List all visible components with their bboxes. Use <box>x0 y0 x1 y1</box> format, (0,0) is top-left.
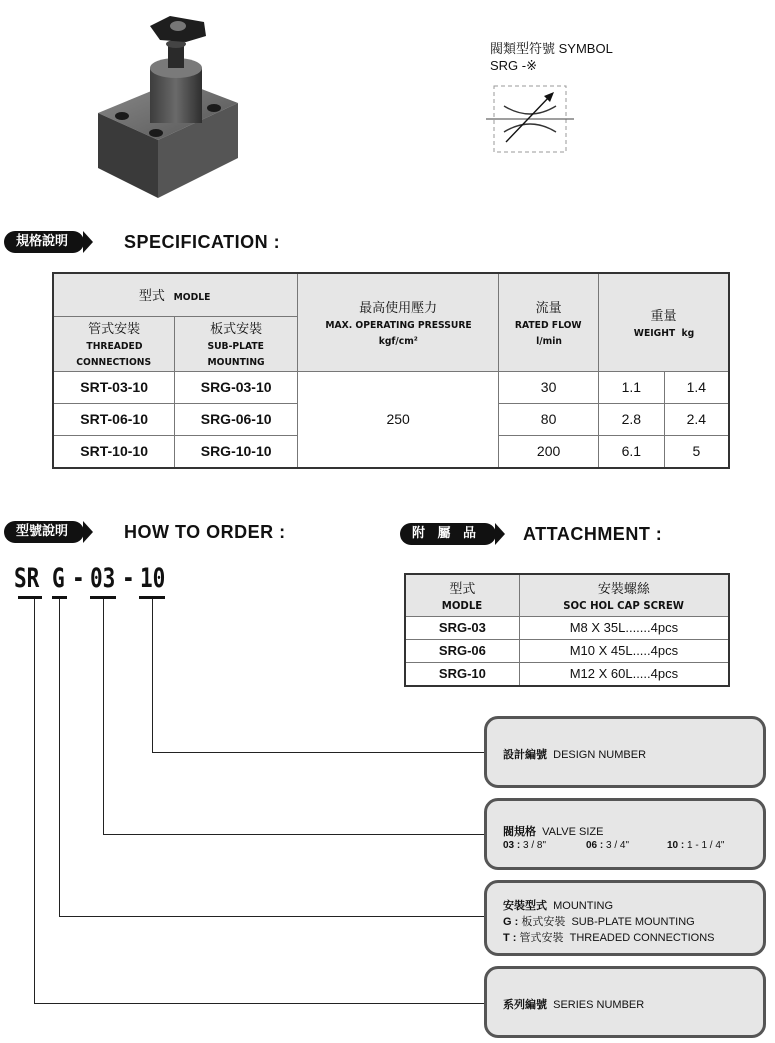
code-dash-2: - <box>122 563 135 594</box>
table-row <box>405 639 729 662</box>
att-screw: M10 X 45L.....4pcs <box>519 639 729 662</box>
att-model-header: 型式 MODLE <box>405 574 519 616</box>
design-number-box <box>484 716 766 788</box>
mount-g-key: G : <box>503 916 519 928</box>
cell-weight-1: 1.1 <box>598 371 664 403</box>
mount-g-cn: 板式安裝 <box>521 915 566 928</box>
size-10-key: 10 : <box>667 840 685 851</box>
cell-weight-1: 2.8 <box>598 403 664 435</box>
order-title: HOW TO ORDER : <box>124 522 286 542</box>
attachment-table <box>404 573 730 687</box>
leader-line <box>59 599 60 917</box>
cell-flow: 200 <box>499 435 599 468</box>
symbol-code: SRG -※ <box>490 58 538 73</box>
size-10-value: 1 - 1 / 4" <box>687 840 725 851</box>
table-row <box>53 371 729 403</box>
mount-t-en: THREADED CONNECTIONS <box>569 932 715 944</box>
att-screw: M12 X 60L.....4pcs <box>519 662 729 686</box>
spec-title: SPECIFICATION : <box>124 232 281 252</box>
size-03-key: 03 : <box>503 840 521 851</box>
att-screw-header: 安裝螺絲 SOC HOL CAP SCREW <box>519 574 729 616</box>
att-model: SRG-06 <box>405 639 519 662</box>
throttle-valve-symbol <box>486 82 574 156</box>
mounting-box <box>484 880 766 956</box>
leader-line <box>103 834 486 835</box>
leader-line <box>34 599 35 1004</box>
pressure-header: 最高使用壓力 MAX. OPERATING PRESSURE kgf/cm² <box>297 273 498 371</box>
subplate-header: 板式安裝 SUB-PLATE MOUNTING <box>175 316 298 371</box>
product-image <box>88 8 248 203</box>
leader-line <box>103 599 104 835</box>
valve-cn: 閥規格 <box>503 825 536 838</box>
spec-pill: 規格說明 <box>4 231 84 253</box>
size-06-value: 3 / 4" <box>606 840 630 851</box>
valve-en: VALVE SIZE <box>542 826 604 838</box>
cell-threaded: SRT-06-10 <box>53 403 175 435</box>
mount-g-en: SUB-PLATE MOUNTING <box>571 916 695 928</box>
series-cn: 系列編號 <box>503 998 547 1011</box>
order-pill: 型號說明 <box>4 521 84 543</box>
leader-line <box>34 1003 486 1004</box>
design-cn: 設計編號 <box>503 748 547 761</box>
code-dash-1: - <box>72 563 85 594</box>
cell-weight-2: 2.4 <box>664 403 729 435</box>
cell-flow: 80 <box>499 403 599 435</box>
code-size: 03 <box>90 563 116 594</box>
cell-pressure: 250 <box>297 371 498 468</box>
model-header: 型式 MODLE <box>53 273 297 316</box>
design-en: DESIGN NUMBER <box>553 749 647 761</box>
mounting-cn: 安裝型式 <box>503 899 547 912</box>
cell-flow: 30 <box>499 371 599 403</box>
cell-weight-2: 1.4 <box>664 371 729 403</box>
size-03-value: 3 / 8" <box>523 840 547 851</box>
mount-t-cn: 管式安裝 <box>519 931 564 944</box>
symbol-title: 閥類型符號 SYMBOL <box>490 41 613 56</box>
mounting-en: MOUNTING <box>553 900 614 912</box>
code-design: 10 <box>140 563 166 594</box>
code-mounting: G <box>52 563 65 594</box>
series-number-box <box>484 966 766 1038</box>
size-06-key: 06 : <box>586 840 604 851</box>
att-model: SRG-10 <box>405 662 519 686</box>
attachment-pill: 附 屬 品 <box>400 523 496 545</box>
mount-t-key: T : <box>503 932 517 944</box>
valve-size-box <box>484 798 766 870</box>
table-row <box>405 662 729 686</box>
code-series: SR <box>14 563 40 594</box>
cell-weight-2: 5 <box>664 435 729 468</box>
cell-subplate: SRG-06-10 <box>175 403 298 435</box>
att-screw: M8 X 35L.......4pcs <box>519 616 729 639</box>
cell-subplate: SRG-10-10 <box>175 435 298 468</box>
weight-header: 重量 WEIGHT kg <box>598 273 729 371</box>
threaded-header: 管式安裝 THREADED CONNECTIONS <box>53 316 175 371</box>
leader-line <box>152 752 486 753</box>
code-underline <box>18 596 42 599</box>
att-model: SRG-03 <box>405 616 519 639</box>
spec-table <box>52 272 730 469</box>
cell-subplate: SRG-03-10 <box>175 371 298 403</box>
symbol-caption <box>490 40 613 74</box>
attachment-title: ATTACHMENT : <box>523 524 663 544</box>
leader-line <box>152 599 153 753</box>
table-row <box>405 616 729 639</box>
series-en: SERIES NUMBER <box>553 999 645 1011</box>
leader-line <box>59 916 486 917</box>
cell-weight-1: 6.1 <box>598 435 664 468</box>
flow-header: 流量 RATED FLOW l/min <box>499 273 599 371</box>
cell-threaded: SRT-10-10 <box>53 435 175 468</box>
cell-threaded: SRT-03-10 <box>53 371 175 403</box>
